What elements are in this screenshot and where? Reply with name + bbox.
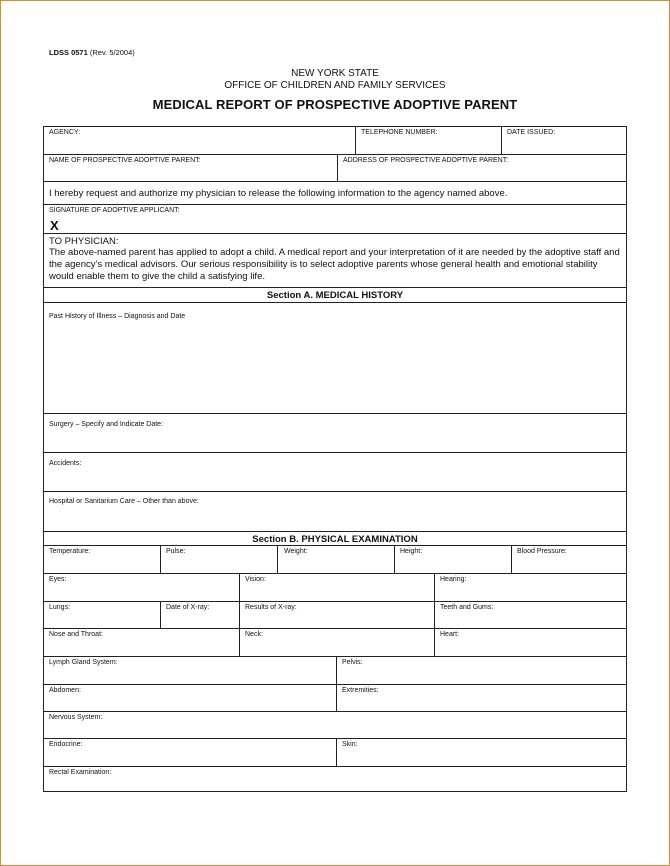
hospital-care-field[interactable] [44,492,626,532]
lymph-label: Lymph Gland System: [49,659,118,666]
parent-name-field[interactable] [44,155,337,181]
office-name: OFFICE OF CHILDREN AND FAMILY SERVICES [224,80,446,91]
physician-heading: TO PHYSICIAN: [49,236,119,247]
nose-throat-label: Nose and Throat: [49,631,103,638]
signature-label: SIGNATURE OF ADOPTIVE APPLICANT: [49,207,180,214]
parent-row [44,155,626,182]
state-name: NEW YORK STATE [291,68,379,79]
parent-address-field[interactable] [337,155,626,181]
past-history-field[interactable] [44,303,626,414]
hearing-field[interactable] [434,574,626,601]
eyes-label: Eyes: [49,576,67,583]
nose-throat-field[interactable] [44,629,239,656]
pulse-label: Pulse: [166,548,186,555]
temperature-field[interactable] [44,546,160,573]
abdomen-row [44,685,626,712]
lymph-row [44,657,626,685]
rectal-exam-field[interactable] [44,767,626,791]
nervous-system-field[interactable] [44,712,626,739]
agency-field[interactable] [44,127,355,154]
endocrine-row [44,739,626,767]
lungs-label: Lungs: [49,604,71,611]
surgery-label: Surgery – Specify and Indicate Date: [49,421,164,428]
past-history-label: Past History of Illness – Diagnosis and Date [49,313,186,320]
blood-pressure-field[interactable] [511,546,626,573]
accidents-label: Accidents: [49,460,82,467]
extremities-label: Extremities: [342,687,379,694]
rectal-exam-label: Rectal Examination: [49,769,112,776]
section-a-header [44,288,626,303]
signature-x-mark: X [50,218,59,233]
form-revision: (Rev. 5/2004) [89,48,135,57]
xray-results-field[interactable] [239,602,434,628]
height-label: Height: [400,548,423,555]
xray-date-label: Date of X-ray: [166,604,210,611]
endocrine-field[interactable] [44,739,336,766]
neck-field[interactable] [239,629,434,656]
telephone-field[interactable] [355,127,501,154]
weight-field[interactable] [277,546,394,573]
height-field[interactable] [394,546,511,573]
form-id [49,48,135,57]
extremities-field[interactable] [336,685,626,711]
lungs-row [44,602,626,629]
neck-label: Neck: [245,631,263,638]
vision-field[interactable] [239,574,434,601]
heart-field[interactable] [434,629,626,656]
section-a-title: Section A. MEDICAL HISTORY [266,290,404,301]
lymph-field[interactable] [44,657,336,684]
lungs-field[interactable] [44,602,160,628]
abdomen-label: Abdomen: [49,687,81,694]
section-b-title: Section B. PHYSICAL EXAMINATION [252,534,418,545]
endocrine-label: Endocrine: [49,741,83,748]
authorization-row [44,182,626,205]
eyes-field[interactable] [44,574,239,601]
telephone-label: TELEPHONE NUMBER: [361,129,438,136]
date-issued-label: DATE ISSUED: [507,129,556,136]
physician-note: The above-named parent has applied to adopt a child. A medical report and your interpretation of it are needed by the adoptive staff and the agency’s medical advisors. Our serious responsibility is to select adoptive parents whose general health and emotional stability would enable them to give the child a satisfying life. [49,247,620,282]
pelvis-label: Pelvis: [342,659,363,666]
temperature-label: Temperature: [49,548,91,555]
form-code: LDSS 0571 [49,48,88,57]
abdomen-field[interactable] [44,685,336,711]
blood-pressure-label: Blood Pressure: [517,548,567,555]
pulse-field[interactable] [160,546,277,573]
form-title: MEDICAL REPORT OF PROSPECTIVE ADOPTIVE PARENT [152,97,518,112]
nervous-system-label: Nervous System: [49,714,103,721]
parent-address-label: ADDRESS OF PROSPECTIVE ADOPTIVE PARENT: [343,157,509,164]
hospital-care-label: Hospital or Sanitarium Care – Other than above: [49,498,199,505]
vitals-row [44,546,626,574]
accidents-field[interactable] [44,453,626,492]
hearing-label: Hearing: [440,576,467,583]
skin-field[interactable] [336,739,626,766]
teeth-gums-label: Teeth and Gums: [440,604,494,611]
pelvis-field[interactable] [336,657,626,684]
report-form [43,126,627,792]
parent-name-label: NAME OF PROSPECTIVE ADOPTIVE PARENT: [49,157,201,164]
agency-label: AGENCY: [49,129,81,136]
signature-field[interactable] [44,205,626,233]
xray-results-label: Results of X-ray: [245,604,297,611]
agency-row [44,127,626,155]
heart-label: Heart: [440,631,460,638]
vision-label: Vision: [245,576,266,583]
section-b-header [44,532,626,546]
physician-note-row [44,234,626,288]
skin-label: Skin: [342,741,358,748]
nose-row [44,629,626,657]
xray-date-field[interactable] [160,602,239,628]
eyes-row [44,574,626,602]
date-issued-field[interactable] [501,127,626,154]
weight-label: Weight: [284,548,308,555]
authorization-text: I hereby request and authorize my physician to release the following information to the agency named above. [49,188,508,199]
teeth-gums-field[interactable] [434,602,626,628]
surgery-field[interactable] [44,414,626,453]
signature-row [44,205,626,234]
